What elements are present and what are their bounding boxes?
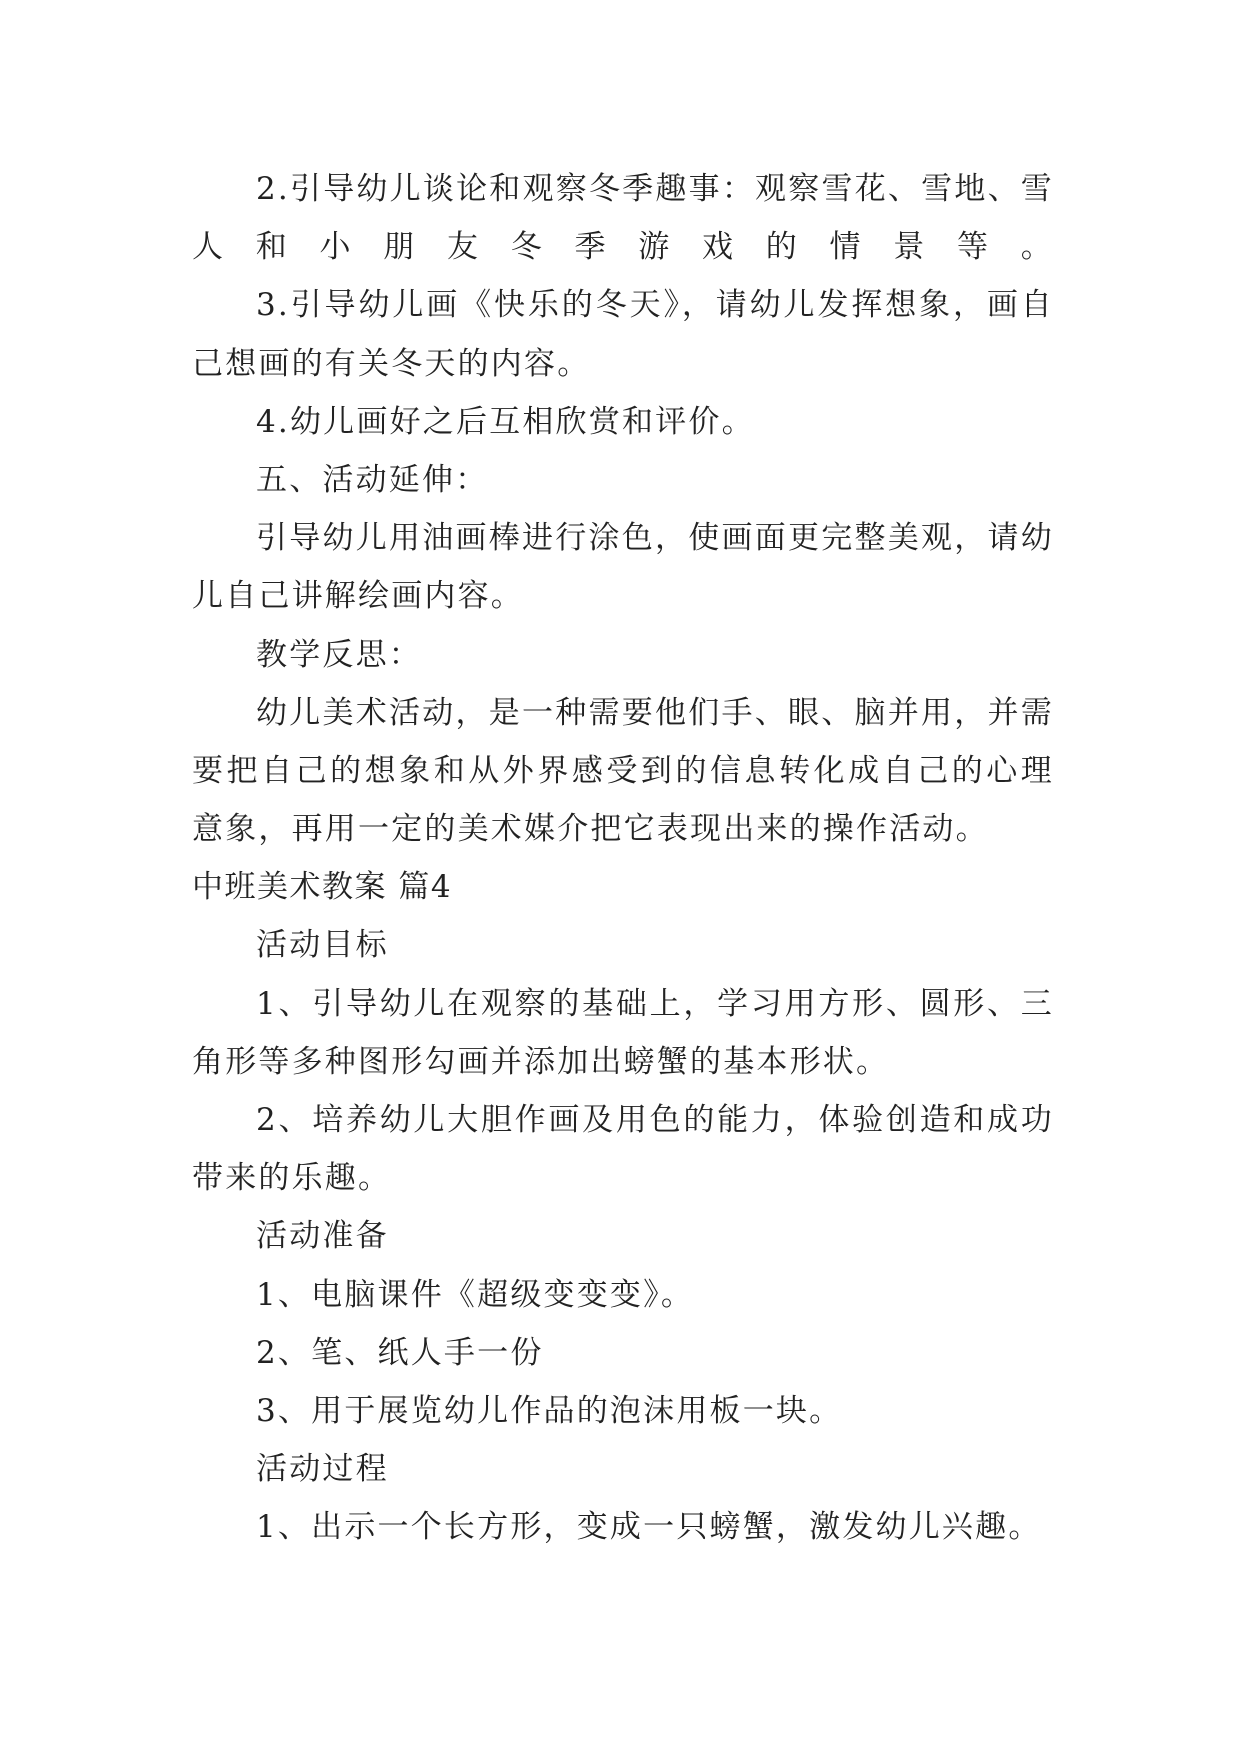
- list-item: 3、用于展览幼儿作品的泡沫用板一块。: [256, 1392, 843, 1429]
- paragraph-line: 己想画的有关冬天的内容。: [192, 345, 591, 382]
- paragraph-line: 引导幼儿用油画棒进行涂色，使画面更完整美观，请幼: [256, 520, 1054, 557]
- document-body: [192, 160, 1054, 1557]
- paragraph-line: 意象，再用一定的美术媒介把它表现出来的操作活动。: [192, 811, 989, 848]
- paragraph-line: 带来的乐趣。: [192, 1160, 392, 1197]
- section-heading: 活动准备: [256, 1218, 389, 1255]
- paragraph-line: 4.幼儿画好之后互相欣赏和评价。: [256, 403, 755, 440]
- paragraph-line: 幼儿美术活动，是一种需要他们手、眼、脑并用，并需: [256, 694, 1054, 731]
- section-heading: 活动目标: [256, 927, 389, 964]
- list-item: 1、电脑课件《超级变变变》。: [256, 1276, 695, 1313]
- paragraph-line: 3.引导幼儿画《快乐的冬天》，请幼儿发挥想象，画自: [256, 287, 1054, 324]
- paragraph-line: 人和小朋友冬季游戏的情景等。: [192, 229, 1054, 266]
- paragraph-line: 角形等多种图形勾画并添加出螃蟹的基本形状。: [192, 1043, 890, 1080]
- section-heading: 活动过程: [256, 1451, 389, 1488]
- paragraph-line: 儿自己讲解绘画内容。: [192, 578, 524, 615]
- lesson-title: 中班美术教案 篇4: [192, 869, 453, 906]
- list-item: 2、笔、纸人手一份: [256, 1334, 544, 1371]
- list-item: 1、出示一个长方形，变成一只螃蟹，激发幼儿兴趣。: [256, 1509, 1042, 1546]
- section-heading: 五、活动延伸：: [256, 461, 489, 498]
- section-heading: 教学反思：: [256, 636, 422, 673]
- paragraph-line: 2、培养幼儿大胆作画及用色的能力，体验创造和成功: [256, 1102, 1054, 1138]
- paragraph-line: 要把自己的想象和从外界感受到的信息转化成自己的心理: [192, 752, 1054, 789]
- paragraph-line: 1、引导幼儿在观察的基础上，学习用方形、圆形、三: [256, 985, 1054, 1022]
- paragraph-line: 2.引导幼儿谈论和观察冬季趣事：观察雪花、雪地、雪: [256, 171, 1054, 207]
